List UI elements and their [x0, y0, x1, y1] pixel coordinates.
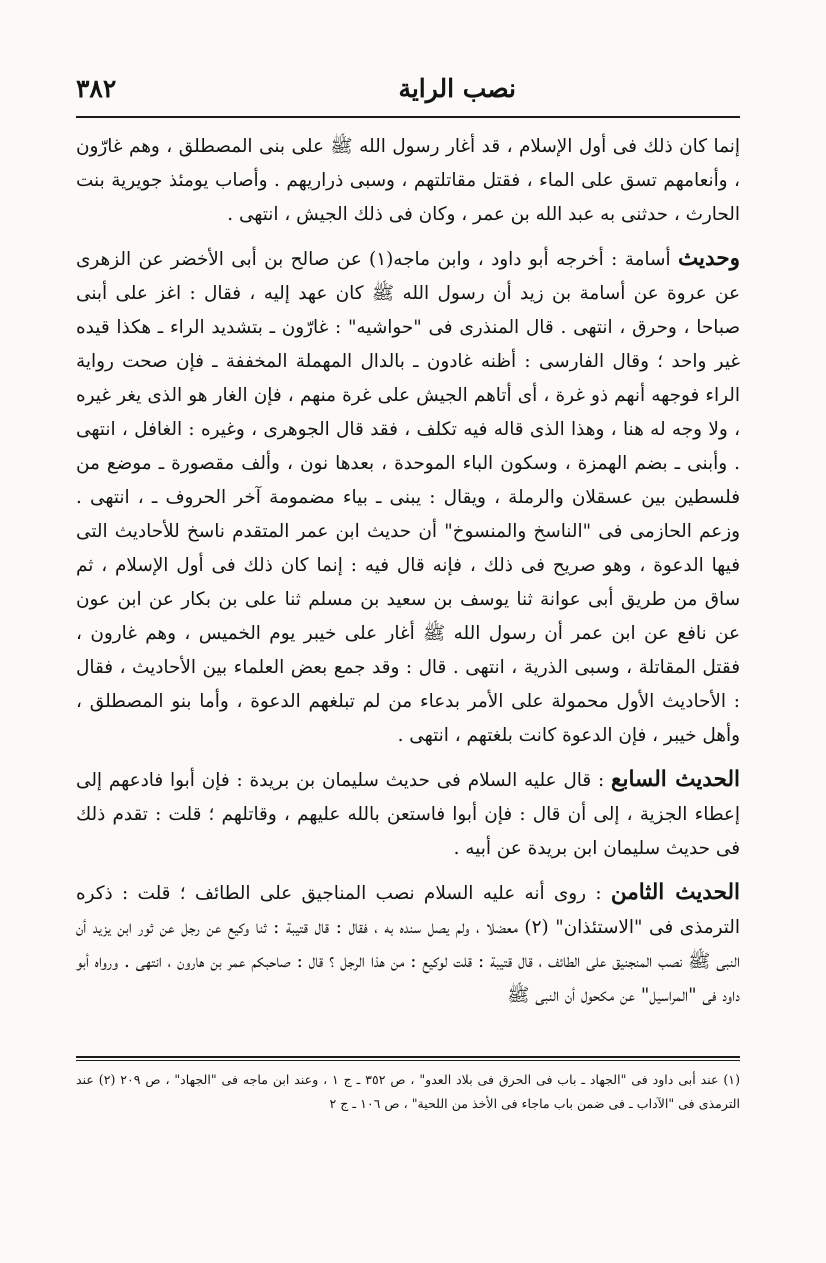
paragraph-1-text: إنما كان ذلك فى أول الإسلام ، قد أغار رسول الله ﷺ على بنى المصطلق ، وهم غارّون ، وأنعامهم تسق على الماء ، فقتل مقاتلتهم ، وسبى ذراريهم . وأصاب يومئذ جويرية بنت الحارث ، حدثنى به عبد الله بن عمر ، وكان فى ذلك الجيش ، انتهى .: [76, 136, 740, 225]
paragraph-2: [76, 242, 740, 753]
hadith-seven-title: الحديث السابع: [611, 767, 740, 792]
page-header: [76, 60, 740, 112]
hadith-eight-title: الحديث الثامن: [610, 880, 740, 905]
paragraph-3-text: : قال عليه السلام فى حديث سليمان بن بريدة : فإن أبوا فادعهم إلى إعطاء الجزية ، إلى أن قال : فإن أبوا فاستعن بالله عليهم ، وقاتلهم ؛ قلت : تقدم ذلك فى حديث سليمان ابن بريدة عن أبيه .: [76, 770, 740, 859]
paragraph-2-lead: وحديث: [677, 246, 740, 271]
header-rule: [76, 116, 740, 118]
page-title: نصب الراية: [398, 74, 516, 103]
footnote-divider-thin: [76, 1060, 740, 1061]
paragraph-2-text: أسامة : أخرجه أبو داود ، وابن ماجه(١) عن صالح بن أبى الأخضر عن الزهرى عن عروة عن أسامة بن زيد أن رسول الله ﷺ كان عهد إليه ، فقال : اغز على أبنى صباحا ، وحرق ، انتهى . قال المنذرى فى "حواشيه" : غارّون ـ بتشديد الراء ـ هكذا قيده غير واحد ؛ وقال الفارسى : أظنه غادون ـ بالدال المهملة المخففة ـ فإن صحت رواية الراء فوجهه أنهم ذو غرة ، أى أتاهم الجيش على غرة منهم ، فإن الغار هو الذى يغر غيره ، ولا وجه له هنا ، وهذا الذى قاله فيه تكلف ، فقد قال الجوهرى ، وغيره : الغافل ، انتهى . وأبنى ـ بضم الهمزة ، وسكون الباء الموحدة ، بعدها نون ، وألف مقصورة ـ موضع من فلسطين بين عسقلان والرملة ، ويقال : يبنى ـ بياء مضمومة آخر الحروف ـ ، انتهى . وزعم الحازمى فى "الناسخ والمنسوخ" أن حديث ابن عمر المتقدم ناسخ للأحاديث التى فيها الدعوة ، وهو صريح فى ذلك ، فإنه قال فيه : إنما كان ذلك فى أول الإسلام ، ثم ساق من طريق أبى عوانة ثنا يوسف بن سعيد بن مسلم ثنا على بن بكار عن ابن عون عن نافع عن ابن عمر أن رسول الله ﷺ أغار على خيبر يوم الخميس ، وهم غارون ، فقتل المقاتلة ، وسبى الذرية ، انتهى . قال : وقد جمع بعض العلماء بين الأحاديث ، فقال : الأحاديث الأول محمولة على الأمر بدعاء من لم تبلغهم الدعوة ، وأما بنو المصطلق ، وأهل خيبر ، فإن الدعوة كانت بلغتهم ، انتهى .: [76, 249, 740, 746]
paragraph-4-text: : روى أنه عليه السلام نصب المناجيق على الطائف ؛ قلت : ذكره الترمذى فى "الاستئذان" (٢) معضلا ، ولم يصل سنده به ، فقال : قال قتيبة : ثنا وكيع عن رجل عن ثور ابن يزيد أن النبى ﷺ نصب المنجنيق على الطائف ، قال قتيبة : قلت لوكيع : من هذا الرجل ؟ قال : صاحبكم عمر بن هارون ، انتهى . ورواه أبو داود فى "المراسيل" عن مكحول أن النبى ﷺ: [76, 883, 740, 1006]
main-text: [76, 130, 740, 1023]
footnote-text: (١) عند أبى داود فى "الجهاد ـ باب فى الحرق فى بلاد العدو" ، ص ٣٥٢ ـ ج ١ ، وعند ابن ماجه فى "الجهاد" ، ص ٢٠٩ (٢) عند الترمذى فى "الآداب ـ فى ضمن باب ماجاء فى الأخذ من اللحية" ، ص ١٠٦ ـ ج ٢: [76, 1072, 740, 1111]
paragraph-4: [76, 876, 740, 1013]
paragraph-3: [76, 763, 740, 866]
footnote-divider: [76, 1056, 740, 1058]
page-number: ٣٨٢: [76, 74, 117, 103]
footnotes: [76, 1068, 740, 1116]
paragraph-1: [76, 130, 740, 232]
